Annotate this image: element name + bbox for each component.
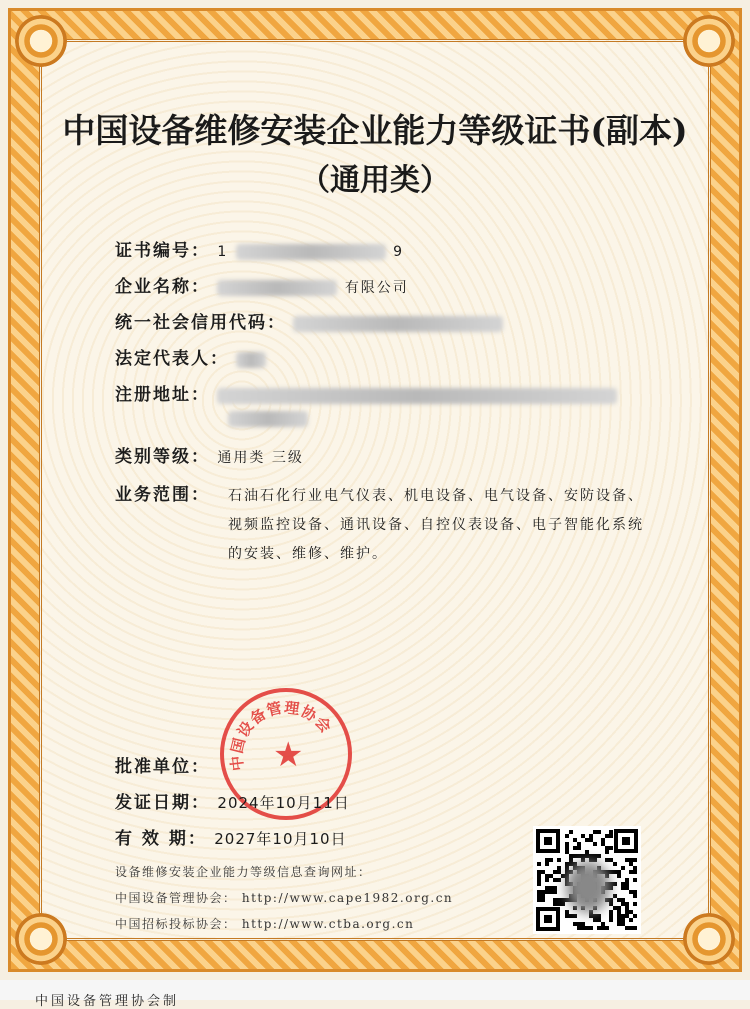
- cert-number-label: 证书编号：: [115, 241, 210, 261]
- category-value: 通用类 三级: [217, 450, 304, 466]
- cert-number-row: [115, 236, 404, 261]
- scope-label: 业务范围：: [115, 485, 210, 505]
- scope-value: 石油石化行业电气仪表、机电设备、电气设备、安防设备、视频监控设备、通讯设备、自控仪表设备、电子智能化系统的安装、维修、维护。: [228, 488, 644, 562]
- company-name-row: [115, 272, 409, 297]
- star-icon: ★: [273, 735, 304, 775]
- approver-label: 批准单位：: [115, 757, 210, 777]
- corner-ornament-icon: [683, 913, 735, 965]
- legal-rep-label: 法定代表人：: [115, 349, 229, 369]
- seal-text: 中国设备管理协会: [227, 698, 336, 772]
- redaction-blur: [217, 388, 617, 404]
- address-row: [115, 380, 617, 405]
- corner-ornament-icon: [15, 15, 67, 67]
- query-cape-url[interactable]: http://www.cape1982.org.cn: [241, 891, 454, 905]
- credit-code-label: 统一社会信用代码：: [115, 313, 286, 333]
- query-line-ctba: [115, 915, 414, 932]
- redaction-blur: [236, 352, 266, 368]
- query-cape-label: 中国设备管理协会：: [115, 891, 237, 905]
- valid-until-label: 有 效 期：: [115, 829, 207, 849]
- redaction-blur: [228, 411, 308, 427]
- issue-date-value: 2024年10月11日: [217, 794, 350, 812]
- certificate-subtitle: （通用类）: [300, 163, 450, 198]
- address-row-2: [228, 408, 308, 428]
- query-ctba-label: 中国招标投标协会：: [115, 917, 237, 931]
- issue-date-label: 发证日期：: [115, 793, 210, 813]
- query-intro: 设备维修安装企业能力等级信息查询网址：: [115, 865, 372, 879]
- redaction-blur: [293, 316, 503, 332]
- issuer-footer: 中国设备管理协会制: [35, 994, 180, 1009]
- scope-row: [115, 480, 210, 505]
- category-row: [115, 442, 304, 467]
- legal-rep-row: [115, 344, 266, 369]
- redaction-blur: [236, 244, 386, 260]
- corner-ornament-icon: [15, 913, 67, 965]
- query-ctba-url[interactable]: http://www.ctba.org.cn: [241, 917, 415, 931]
- address-label: 注册地址：: [115, 385, 210, 405]
- valid-until-row: [115, 824, 347, 849]
- company-name-tail: 有限公司: [344, 280, 409, 296]
- redaction-blur: [217, 280, 337, 296]
- query-line-cape: [115, 889, 453, 906]
- cert-number-value: 1: [217, 244, 229, 260]
- approver-row: [115, 752, 210, 777]
- cert-number-tail: 9: [393, 244, 405, 260]
- credit-code-row: [115, 308, 503, 333]
- issue-date-row: [115, 788, 350, 813]
- category-label: 类别等级：: [115, 447, 210, 467]
- certificate-title: 中国设备维修安装企业能力等级证书(副本): [62, 111, 688, 150]
- valid-until-value: 2027年10月10日: [214, 830, 347, 848]
- corner-ornament-icon: [683, 15, 735, 67]
- company-name-label: 企业名称：: [115, 277, 210, 297]
- redaction-blur: [566, 861, 610, 913]
- qr-code[interactable]: [533, 826, 641, 934]
